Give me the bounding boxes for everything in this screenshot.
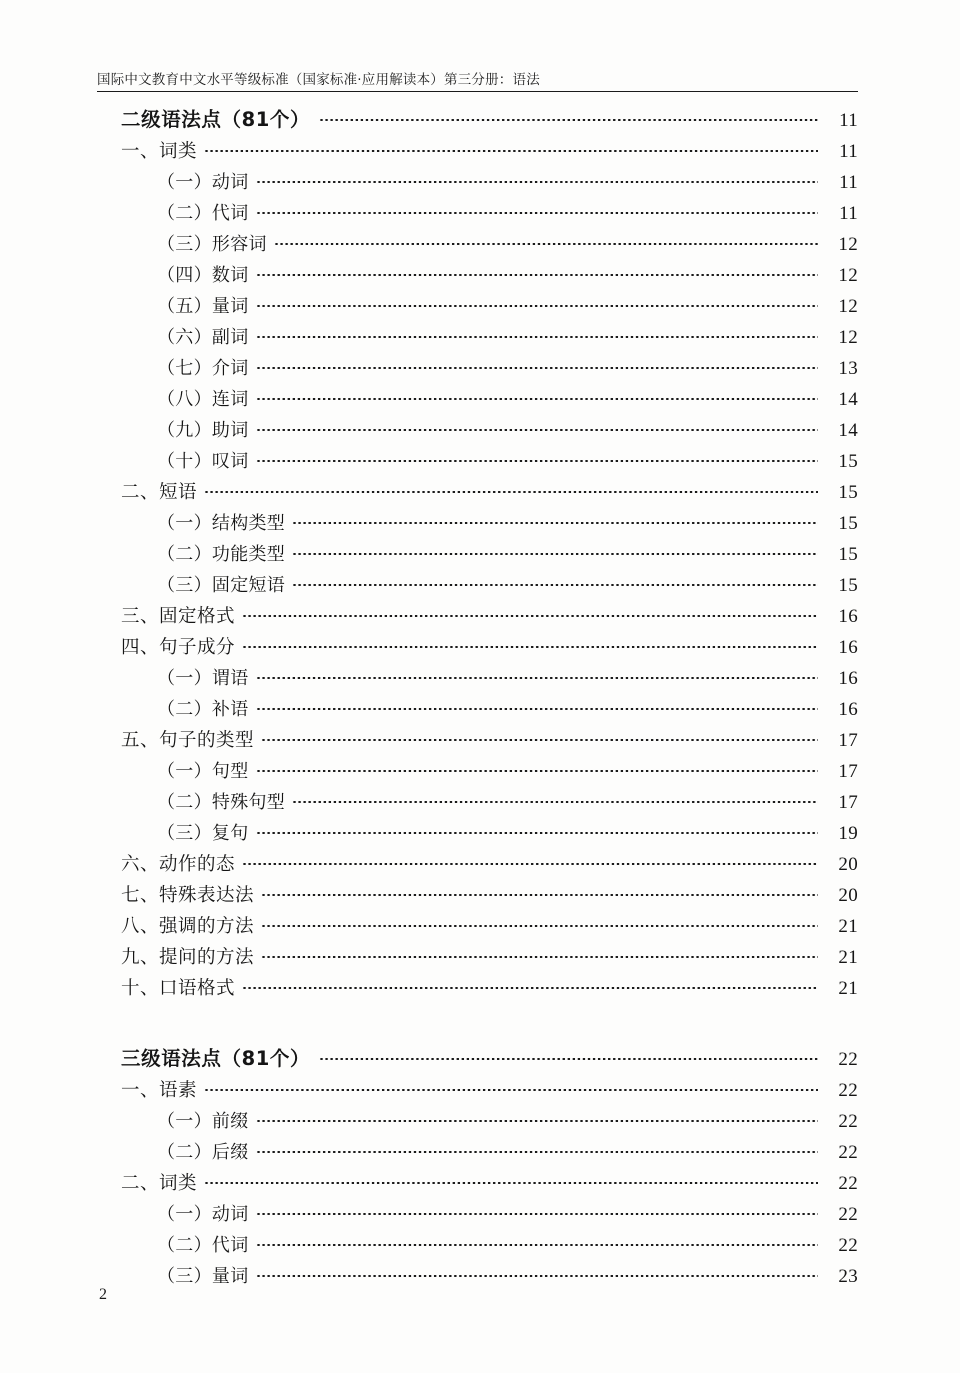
toc-entry[interactable] xyxy=(97,606,858,637)
toc-entry-label: （二）特殊句型 xyxy=(157,792,286,813)
toc-page-number: 11 xyxy=(839,172,858,193)
toc-entry-label: 二、词类 xyxy=(121,1173,198,1194)
toc-entry[interactable] xyxy=(97,420,858,451)
toc-entry-label: （九）助词 xyxy=(157,420,249,441)
toc-dot-leader xyxy=(242,978,818,994)
toc-page-number: 19 xyxy=(838,823,858,844)
page-folio: 2 xyxy=(99,1286,107,1303)
toc-section-heading[interactable] xyxy=(97,1049,858,1080)
toc-page-number: 16 xyxy=(838,699,858,720)
toc-entry-label: 五、句子的类型 xyxy=(121,730,255,751)
toc-page-number: 22 xyxy=(838,1142,858,1163)
toc-page-number: 20 xyxy=(838,854,858,875)
toc-entry[interactable] xyxy=(97,1266,858,1297)
toc-entry[interactable] xyxy=(97,575,858,606)
toc-entry[interactable] xyxy=(97,358,858,389)
toc-section xyxy=(97,110,858,1009)
toc-dot-leader xyxy=(204,1173,818,1189)
toc-entry[interactable] xyxy=(97,1142,858,1173)
toc-page-number: 22 xyxy=(838,1173,858,1194)
toc-page-number: 12 xyxy=(838,327,858,348)
toc-section-heading[interactable] xyxy=(97,110,858,141)
toc-dot-leader xyxy=(292,513,818,529)
toc-dot-leader xyxy=(256,761,819,777)
toc-dot-leader xyxy=(261,885,818,901)
toc-entry-label: （五）量词 xyxy=(157,296,249,317)
toc-dot-leader xyxy=(256,172,819,188)
toc-entry[interactable] xyxy=(97,141,858,172)
toc-entry-label: （三）固定短语 xyxy=(157,575,286,596)
toc-entry-label: 八、强调的方法 xyxy=(121,916,255,937)
toc-entry-label: （二）后缀 xyxy=(157,1142,249,1163)
toc-entry[interactable] xyxy=(97,730,858,761)
toc-entry-label: （三）量词 xyxy=(157,1266,249,1287)
table-of-contents xyxy=(97,110,858,1297)
toc-dot-leader xyxy=(319,1049,818,1065)
toc-entry[interactable] xyxy=(97,978,858,1009)
toc-page-number: 12 xyxy=(838,296,858,317)
toc-page-number: 15 xyxy=(838,451,858,472)
toc-entry-label: （二）代词 xyxy=(157,1235,249,1256)
toc-entry[interactable] xyxy=(97,699,858,730)
toc-page-number: 15 xyxy=(838,544,858,565)
toc-entry-label: 三级语法点（81个） xyxy=(121,1047,311,1070)
toc-dot-leader xyxy=(256,1142,819,1158)
toc-entry[interactable] xyxy=(97,172,858,203)
toc-dot-leader xyxy=(256,699,819,715)
toc-page-number: 23 xyxy=(838,1266,858,1287)
toc-entry-label: （七）介词 xyxy=(157,358,249,379)
toc-dot-leader xyxy=(256,296,819,312)
toc-entry[interactable] xyxy=(97,203,858,234)
toc-entry-label: （八）连词 xyxy=(157,389,249,410)
toc-dot-leader xyxy=(256,1266,819,1282)
toc-page-number: 17 xyxy=(838,792,858,813)
toc-page-number: 22 xyxy=(838,1049,858,1070)
toc-dot-leader xyxy=(274,234,818,250)
toc-entry-label: （二）代词 xyxy=(157,203,249,224)
running-header-rule xyxy=(97,91,858,92)
toc-page-number: 15 xyxy=(838,575,858,596)
toc-entry-label: 九、提问的方法 xyxy=(121,947,255,968)
toc-entry[interactable] xyxy=(97,668,858,699)
toc-dot-leader xyxy=(256,1235,819,1251)
toc-dot-leader xyxy=(256,203,819,219)
toc-entry-label: 一、词类 xyxy=(121,141,198,162)
toc-page-number: 22 xyxy=(838,1111,858,1132)
running-header-text: 国际中文教育中文水平等级标准（国家标准·应用解读本）第三分册：语法 xyxy=(97,72,540,88)
toc-entry[interactable] xyxy=(97,823,858,854)
toc-entry[interactable] xyxy=(97,1173,858,1204)
toc-entry-label: （三）形容词 xyxy=(157,234,267,255)
toc-dot-leader xyxy=(256,327,819,343)
toc-page-number: 22 xyxy=(838,1204,858,1225)
toc-entry-label: （二）补语 xyxy=(157,699,249,720)
toc-page-number: 14 xyxy=(838,420,858,441)
toc-entry-label: （四）数词 xyxy=(157,265,249,286)
toc-dot-leader xyxy=(319,110,818,126)
toc-entry[interactable] xyxy=(97,885,858,916)
toc-entry[interactable] xyxy=(97,1080,858,1111)
toc-dot-leader xyxy=(256,265,819,281)
toc-entry[interactable] xyxy=(97,1111,858,1142)
toc-entry[interactable] xyxy=(97,234,858,265)
toc-entry[interactable] xyxy=(97,947,858,978)
toc-dot-leader xyxy=(256,420,819,436)
toc-dot-leader xyxy=(292,792,818,808)
toc-dot-leader xyxy=(292,575,818,591)
toc-dot-leader xyxy=(242,637,818,653)
toc-page-number: 21 xyxy=(838,947,858,968)
toc-page-number: 17 xyxy=(838,730,858,751)
toc-dot-leader xyxy=(256,668,819,684)
toc-page-number: 12 xyxy=(838,234,858,255)
toc-entry-label: （三）复句 xyxy=(157,823,249,844)
toc-entry-label: （一）结构类型 xyxy=(157,513,286,534)
toc-entry[interactable] xyxy=(97,389,858,420)
running-header xyxy=(97,68,858,92)
toc-entry-label: （一）谓语 xyxy=(157,668,249,689)
toc-entry-label: （一）动词 xyxy=(157,172,249,193)
toc-entry[interactable] xyxy=(97,513,858,544)
toc-entry-label: （十）叹词 xyxy=(157,451,249,472)
toc-dot-leader xyxy=(256,1111,819,1127)
toc-dot-leader xyxy=(204,482,818,498)
toc-dot-leader xyxy=(242,854,818,870)
toc-entry[interactable] xyxy=(97,637,858,668)
toc-section xyxy=(97,1049,858,1297)
toc-page-number: 20 xyxy=(838,885,858,906)
toc-page-number: 16 xyxy=(838,606,858,627)
toc-dot-leader xyxy=(256,823,819,839)
toc-dot-leader xyxy=(256,451,819,467)
toc-page-number: 17 xyxy=(838,761,858,782)
toc-entry[interactable] xyxy=(97,544,858,575)
toc-entry-label: 二、短语 xyxy=(121,482,198,503)
toc-dot-leader xyxy=(261,730,818,746)
toc-page-number: 13 xyxy=(838,358,858,379)
toc-entry[interactable] xyxy=(97,451,858,482)
toc-dot-leader xyxy=(261,947,818,963)
toc-entry-label: （一）动词 xyxy=(157,1204,249,1225)
toc-entry-label: （六）副词 xyxy=(157,327,249,348)
toc-page-number: 21 xyxy=(838,978,858,999)
toc-entry-label: 二级语法点（81个） xyxy=(121,108,311,131)
toc-entry-label: 三、固定格式 xyxy=(121,606,236,627)
toc-entry[interactable] xyxy=(97,296,858,327)
toc-entry-label: 七、特殊表达法 xyxy=(121,885,255,906)
toc-dot-leader xyxy=(204,141,818,157)
toc-entry-label: （一）前缀 xyxy=(157,1111,249,1132)
toc-entry-label: （一）句型 xyxy=(157,761,249,782)
toc-page-number: 16 xyxy=(838,668,858,689)
toc-entry[interactable] xyxy=(97,854,858,885)
toc-dot-leader xyxy=(256,1204,819,1220)
toc-page-number: 22 xyxy=(838,1235,858,1256)
toc-page-number: 11 xyxy=(839,141,858,162)
toc-entry[interactable] xyxy=(97,761,858,792)
toc-page-number: 21 xyxy=(838,916,858,937)
toc-entry-label: 一、语素 xyxy=(121,1080,198,1101)
toc-dot-leader xyxy=(256,389,819,405)
toc-entry[interactable] xyxy=(97,265,858,296)
toc-page-number: 15 xyxy=(838,482,858,503)
toc-page-number: 11 xyxy=(839,203,858,224)
toc-entry[interactable] xyxy=(97,327,858,358)
toc-entry[interactable] xyxy=(97,482,858,513)
toc-page-number: 11 xyxy=(839,110,858,131)
toc-dot-leader xyxy=(256,358,819,374)
toc-entry-label: 四、句子成分 xyxy=(121,637,236,658)
toc-dot-leader xyxy=(261,916,818,932)
toc-entry[interactable] xyxy=(97,916,858,947)
toc-entry-label: 十、口语格式 xyxy=(121,978,236,999)
toc-entry-label: 六、动作的态 xyxy=(121,854,236,875)
toc-entry[interactable] xyxy=(97,792,858,823)
toc-dot-leader xyxy=(292,544,818,560)
toc-dot-leader xyxy=(204,1080,818,1096)
toc-entry[interactable] xyxy=(97,1204,858,1235)
toc-dot-leader xyxy=(242,606,818,622)
toc-entry-label: （二）功能类型 xyxy=(157,544,286,565)
toc-page-number: 16 xyxy=(838,637,858,658)
toc-page-number: 12 xyxy=(838,265,858,286)
toc-page-number: 22 xyxy=(838,1080,858,1101)
toc-entry[interactable] xyxy=(97,1235,858,1266)
toc-page-number: 14 xyxy=(838,389,858,410)
toc-page-number: 15 xyxy=(838,513,858,534)
